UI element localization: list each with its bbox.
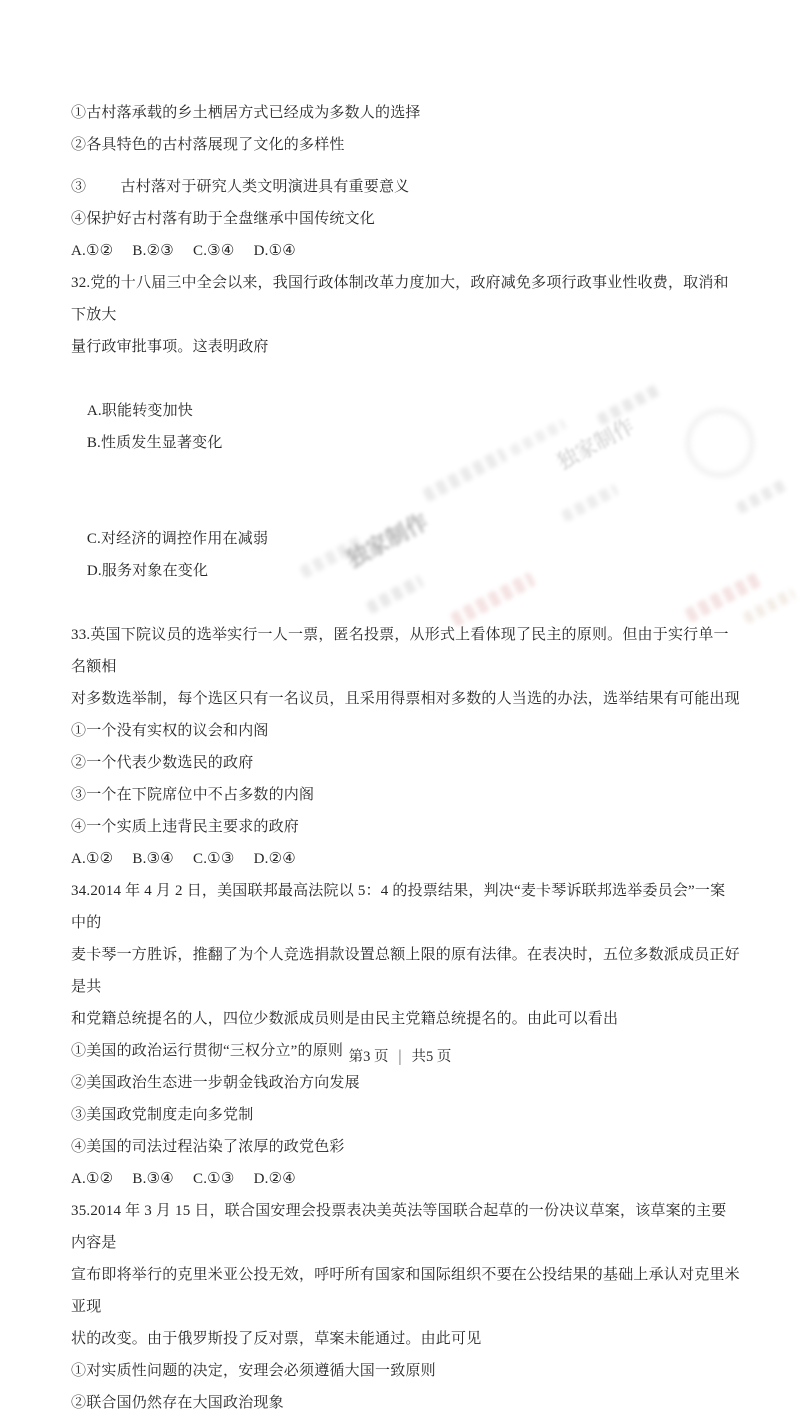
page-footer (0, 1042, 800, 1072)
q34-stem-line-2: 麦卡琴一方胜诉，推翻了为个人竞选捐款设置总额上限的原有法律。在表决时，五位多数派成员正好是共 (71, 947, 740, 995)
q34-item-1: ①美国的政治运行贯彻“三权分立”的原则 (71, 1043, 344, 1059)
q33-stem-line-2: 对多数选举制，每个选区只有一名议员，且采用得票相对多数的人当选的办法，选举结果有可能出现 (71, 691, 740, 707)
q34-item-4: ④美国的司法过程沾染了浓厚的政党色彩 (71, 1139, 345, 1155)
q32-choice-c: C.对经济的调控作用在减弱 (86, 531, 269, 547)
q32-choice-b: B.性质发生显著变化 (86, 435, 223, 451)
page-number-current: 第3 页 (348, 1049, 389, 1065)
q32-choices-ab (71, 363, 740, 491)
q32-choices-cd (71, 491, 740, 619)
q31-item-1: ①古村落承载的乡土栖居方式已经成为多数人的选择 (71, 105, 421, 121)
q34-stem-line-1: 34.2014 年 4 月 2 日，美国联邦最高法院以 5：4 的投票结果，判决“麦卡琴诉联邦选举委员会”一案中的 (71, 883, 726, 931)
q35-item-2: ②联合国仍然存在大国政治现象 (71, 1395, 284, 1411)
q35-stem-line-3: 状的改变。由于俄罗斯投了反对票，草案未能通过。由此可见 (71, 1331, 482, 1347)
q33-item-3: ③一个在下院席位中不占多数的内阁 (71, 787, 315, 803)
q32-stem-line-2: 量行政审批事项。这表明政府 (71, 339, 269, 355)
q33-stem-line-1: 33.英国下院议员的选举实行一人一票，匿名投票，从形式上看体现了民主的原则。但由于实行单一名额相 (71, 627, 729, 675)
q31-item-3: ③ 古村落对于研究人类文明演进具有重要意义 (71, 179, 410, 195)
q34-answer-row: A.①② B.③④ C.①③ D.②④ (71, 1171, 296, 1187)
q32-choice-d: D.服务对象在变化 (86, 563, 209, 579)
q34-item-2: ②美国政治生态进一步朝金钱政治方向发展 (71, 1075, 360, 1091)
q35-item-1: ①对实质性问题的决定，安理会必须遵循大国一致原则 (71, 1363, 436, 1379)
q33-item-4: ④一个实质上违背民主要求的政府 (71, 819, 300, 835)
q31-item-4: ④保护好古村落有助于全盘继承中国传统文化 (71, 211, 376, 227)
q31-answer-row: A.①② B.②③ C.③④ D.①④ (71, 243, 296, 259)
page-number-total: 共5 页 (411, 1049, 452, 1065)
page-number-separator: | (398, 1047, 402, 1067)
q31-item-2: ②各具特色的古村落展现了文化的多样性 (71, 137, 345, 153)
q35-stem-line-2: 宣布即将举行的克里米亚公投无效，呼吁所有国家和国际组织不要在公投结果的基础上承认对克里米亚现 (71, 1267, 740, 1315)
q33-item-1: ①一个没有实权的议会和内阁 (71, 723, 269, 739)
q34-item-3: ③美国政党制度走向多党制 (71, 1107, 254, 1123)
watermark-text: 独家制作 (553, 414, 639, 475)
q33-item-2: ②一个代表少数选民的政府 (71, 755, 254, 771)
q33-answer-row: A.①② B.③④ C.①③ D.②④ (71, 851, 296, 867)
watermark-text: 独家制作 (342, 509, 433, 573)
q32-choice-a: A.职能转变加快 (86, 403, 193, 419)
q35-stem-line-1: 35.2014 年 3 月 15 日，联合国安理会投票表决美英法等国联合起草的一份决议草案，该草案的主要内容是 (71, 1203, 727, 1251)
q32-stem-line-1: 32.党的十八届三中全会以来，我国行政体制改革力度加大，政府减免多项行政事业性收费，取消和下放大 (71, 275, 729, 323)
q34-stem-line-3: 和党籍总统提名的人，四位少数派成员则是由民主党籍总统提名的。由此可以看出 (71, 1011, 619, 1027)
